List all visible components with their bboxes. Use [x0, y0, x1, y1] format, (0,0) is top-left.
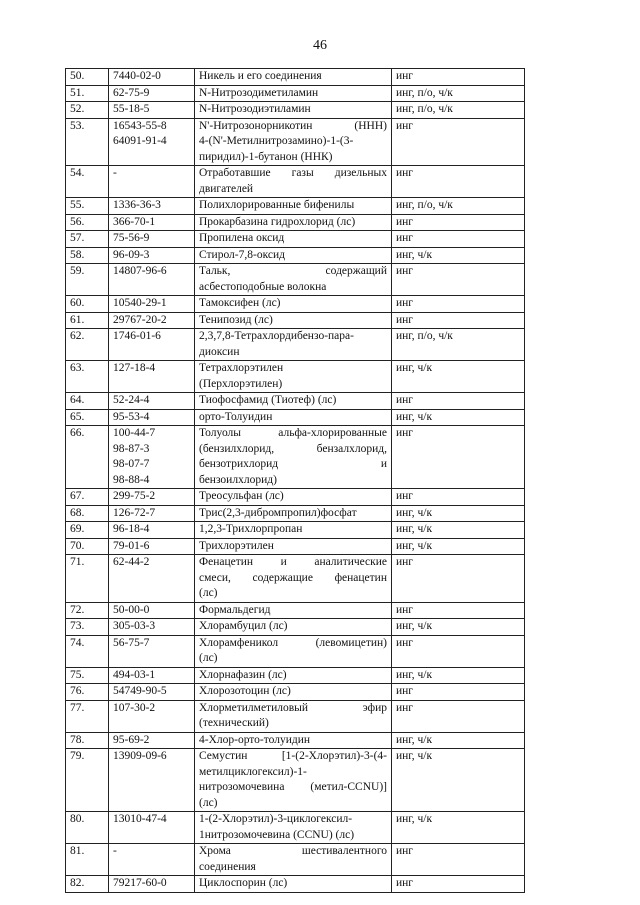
cas-number-cell — [109, 409, 195, 426]
cas-number-cell — [109, 214, 195, 231]
substance-name-line: Отработавшие газы дизельных — [199, 167, 387, 179]
substance-name-line: N-Нитрозодиметиламин — [199, 86, 319, 99]
row-number: 66. — [66, 426, 109, 489]
cas-number: 16543-55-8 — [113, 119, 167, 132]
cas-number-cell — [109, 844, 195, 876]
cas-number: 494-03-1 — [113, 668, 156, 681]
cas-number: - — [113, 167, 117, 179]
table-row — [66, 231, 525, 248]
cas-number-cell — [109, 329, 195, 361]
cas-number: 98-88-4 — [113, 473, 150, 486]
table-row — [66, 619, 525, 636]
exposure-route: инг, п/о, ч/к — [392, 102, 525, 119]
exposure-route: инг — [392, 166, 525, 198]
table-row — [66, 635, 525, 667]
table-row — [66, 844, 525, 876]
table-row — [66, 749, 525, 812]
exposure-route: инг — [392, 312, 525, 329]
table-row — [66, 361, 525, 393]
row-number: 71. — [66, 555, 109, 603]
cas-number: 29767-20-2 — [113, 313, 167, 326]
cas-number: 54749-90-5 — [113, 685, 167, 697]
substance-name-line: Циклоспорин (лс) — [199, 877, 288, 889]
cas-number: 10540-29-1 — [113, 297, 167, 309]
substance-name-line: Фенацетин и аналитические — [199, 556, 387, 568]
exposure-route: инг, ч/к — [392, 667, 525, 684]
cas-number-cell — [109, 619, 195, 636]
substance-name-line: Полихлорированные бифенилы — [199, 199, 355, 211]
substance-name-cell — [195, 69, 392, 86]
exposure-route: инг, ч/к — [392, 505, 525, 522]
table-row — [66, 812, 525, 844]
cas-number: 366-70-1 — [113, 215, 156, 228]
cas-number-cell — [109, 231, 195, 248]
table-row — [66, 247, 525, 264]
row-number: 79. — [66, 749, 109, 812]
cas-number-cell — [109, 102, 195, 119]
substance-name-line: бензоилхлорид) — [199, 473, 277, 486]
table-row — [66, 876, 525, 893]
table-row — [66, 264, 525, 296]
exposure-route: инг — [392, 700, 525, 732]
cas-number-cell — [109, 505, 195, 522]
cas-number: 7440-02-0 — [113, 70, 161, 82]
substance-name-line: Тамоксифен (лс) — [199, 297, 281, 309]
cas-number: 50-00-0 — [113, 603, 150, 616]
cas-number-cell — [109, 361, 195, 393]
cas-number-cell — [109, 732, 195, 749]
exposure-route: инг — [392, 555, 525, 603]
substance-name-line: Тетрахлорэтилен — [199, 362, 284, 374]
cas-number-cell — [109, 812, 195, 844]
cas-number: 64091-91-4 — [113, 135, 167, 147]
cas-number: 98-87-3 — [113, 442, 150, 455]
exposure-route: инг, ч/к — [392, 812, 525, 844]
exposure-route: инг — [392, 844, 525, 876]
substance-name-line: Трихлорэтилен — [199, 539, 274, 552]
substance-name-cell — [195, 296, 392, 313]
row-number: 69. — [66, 522, 109, 539]
table-row — [66, 102, 525, 119]
substance-name-cell — [195, 102, 392, 119]
table-row — [66, 166, 525, 198]
substance-name-line: (технический) — [199, 717, 269, 729]
substance-name-line: 4-(N'-Метилнитрозамино)-1-(3- — [199, 135, 354, 147]
cas-number-cell — [109, 602, 195, 619]
cas-number: 107-30-2 — [113, 701, 156, 714]
table-row — [66, 393, 525, 410]
exposure-route: инг, ч/к — [392, 538, 525, 555]
substance-name-line: нитрозомочевина (метил-CCNU)] — [199, 781, 387, 793]
table-row — [66, 118, 525, 166]
table-row — [66, 522, 525, 539]
row-number: 73. — [66, 619, 109, 636]
table-row — [66, 312, 525, 329]
row-number: 53. — [66, 118, 109, 166]
cas-number: 96-18-4 — [113, 523, 150, 535]
substance-name-line: Тенипозид (лс) — [199, 313, 273, 326]
substance-name-cell — [195, 214, 392, 231]
substance-name-line: Толуолы альфа-хлорированные — [199, 427, 387, 439]
substance-name-cell — [195, 409, 392, 426]
cas-number-cell — [109, 635, 195, 667]
substance-name-line: Хрома шестивалентного — [199, 845, 387, 857]
exposure-route: инг — [392, 635, 525, 667]
row-number: 80. — [66, 812, 109, 844]
substance-name-line: асбестоподобные волокна — [199, 280, 327, 293]
row-number: 67. — [66, 489, 109, 506]
cas-number-cell — [109, 522, 195, 539]
table-row — [66, 329, 525, 361]
substance-name-cell — [195, 118, 392, 166]
row-number: 55. — [66, 198, 109, 215]
cas-number: 52-24-4 — [113, 394, 150, 406]
exposure-route: инг, п/о, ч/к — [392, 329, 525, 361]
row-number: 82. — [66, 876, 109, 893]
substance-name-line: смеси, содержащие фенацетин — [199, 571, 387, 584]
substance-name-cell — [195, 538, 392, 555]
substance-name-cell — [195, 732, 392, 749]
substance-name-cell — [195, 522, 392, 539]
exposure-route: инг, ч/к — [392, 361, 525, 393]
exposure-route: инг — [392, 684, 525, 701]
cas-number: 305-03-3 — [113, 620, 156, 632]
row-number: 75. — [66, 667, 109, 684]
row-number: 56. — [66, 214, 109, 231]
substance-name-line: Тиофосфамид (Тиотеф) (лс) — [199, 394, 337, 406]
substance-name-cell — [195, 198, 392, 215]
substance-name-cell — [195, 635, 392, 667]
substance-name-line: Хлорметилметиловый эфир — [199, 701, 387, 714]
cas-number: 299-75-2 — [113, 490, 156, 502]
cas-number-cell — [109, 489, 195, 506]
cas-number-cell — [109, 555, 195, 603]
row-number: 70. — [66, 538, 109, 555]
row-number: 50. — [66, 69, 109, 86]
substance-name-line: Семустин [1-(2-Хлорэтил)-3-(4- — [199, 750, 387, 762]
substance-name-cell — [195, 667, 392, 684]
substance-name-line: (бензилхлорид, бензалхлорид, — [199, 442, 387, 455]
row-number: 62. — [66, 329, 109, 361]
table-row — [66, 602, 525, 619]
exposure-route: инг, ч/к — [392, 749, 525, 812]
substance-name-cell — [195, 844, 392, 876]
substance-name-line: 4-Хлор-орто-толуидин — [199, 733, 311, 746]
cas-number-cell — [109, 426, 195, 489]
exposure-route: инг — [392, 876, 525, 893]
cas-number-cell — [109, 312, 195, 329]
row-number: 74. — [66, 635, 109, 667]
row-number: 57. — [66, 231, 109, 248]
table-row — [66, 667, 525, 684]
substance-name-line: (лс) — [199, 796, 218, 809]
cas-number-cell — [109, 69, 195, 86]
cas-number-cell — [109, 296, 195, 313]
substance-name-line: Пропилена оксид — [199, 232, 285, 244]
cas-number: 13010-47-4 — [113, 813, 167, 825]
substance-name-cell — [195, 489, 392, 506]
exposure-route: инг — [392, 602, 525, 619]
exposure-route: инг — [392, 69, 525, 86]
substance-name-line: Хлорозотоцин (лс) — [199, 685, 291, 697]
cas-number: 100-44-7 — [113, 427, 156, 439]
substance-name-cell — [195, 684, 392, 701]
substance-name-line: 2,3,7,8-Тетрахлордибензо-пара- — [199, 330, 354, 342]
row-number: 68. — [66, 505, 109, 522]
exposure-route: инг, п/о, ч/к — [392, 85, 525, 102]
substance-name-cell — [195, 555, 392, 603]
substance-name-line: Трис(2,3-дибромпропил)фосфат — [199, 506, 357, 519]
cas-number-cell — [109, 247, 195, 264]
substances-table — [65, 68, 525, 893]
substance-name-cell — [195, 85, 392, 102]
exposure-route: инг — [392, 296, 525, 313]
table-row — [66, 538, 525, 555]
table-row — [66, 489, 525, 506]
cas-number-cell — [109, 118, 195, 166]
row-number: 61. — [66, 312, 109, 329]
table-row — [66, 426, 525, 489]
substance-name-line: 1нитрозомочевина (CCNU) (лс) — [199, 828, 355, 841]
substance-name-line: Хлорамфеникол (левомицетин) — [199, 636, 387, 649]
cas-number: 14807-96-6 — [113, 265, 167, 277]
substance-name-cell — [195, 749, 392, 812]
page-number: 46 — [313, 38, 327, 53]
row-number: 65. — [66, 409, 109, 426]
substance-name-cell — [195, 876, 392, 893]
table-row — [66, 214, 525, 231]
cas-number-cell — [109, 749, 195, 812]
cas-number: 55-18-5 — [113, 103, 150, 115]
substance-name-line: N-Нитрозодиэтиламин — [199, 103, 311, 115]
substance-name-cell — [195, 312, 392, 329]
cas-number-cell — [109, 876, 195, 893]
substance-name-line: диоксин — [199, 345, 240, 358]
substance-name-cell — [195, 393, 392, 410]
substance-name-line: орто-Толуидин — [199, 410, 273, 423]
cas-number: 79217-60-0 — [113, 877, 167, 889]
cas-number: 95-69-2 — [113, 733, 150, 746]
exposure-route: инг, ч/к — [392, 522, 525, 539]
cas-number: 75-56-9 — [113, 232, 150, 244]
exposure-route: инг — [392, 231, 525, 248]
substance-name-line: 1-(2-Хлорэтил)-3-циклогексил- — [199, 813, 353, 825]
cas-number: 62-75-9 — [113, 86, 150, 99]
substance-name-cell — [195, 505, 392, 522]
row-number: 63. — [66, 361, 109, 393]
table-row — [66, 732, 525, 749]
substance-name-line: (лс) — [199, 587, 218, 599]
substance-name-cell — [195, 619, 392, 636]
row-number: 77. — [66, 700, 109, 732]
substance-name-line: (Перхлорэтилен) — [199, 377, 283, 390]
cas-number: 96-09-3 — [113, 248, 150, 261]
substance-name-line: Треосульфан (лс) — [199, 490, 284, 502]
row-number: 60. — [66, 296, 109, 313]
cas-number-cell — [109, 85, 195, 102]
cas-number-cell — [109, 166, 195, 198]
substance-name-cell — [195, 361, 392, 393]
row-number: 64. — [66, 393, 109, 410]
substance-name-cell — [195, 231, 392, 248]
substance-name-cell — [195, 700, 392, 732]
cas-number-cell — [109, 393, 195, 410]
substance-name-cell — [195, 812, 392, 844]
cas-number: 62-44-2 — [113, 556, 150, 568]
table-row — [66, 684, 525, 701]
row-number: 51. — [66, 85, 109, 102]
substance-name-line: соединения — [199, 860, 256, 873]
substance-name-line: N'-Нитрозонорникотин (ННН) — [199, 119, 387, 132]
substance-name-cell — [195, 602, 392, 619]
substance-name-cell — [195, 426, 392, 489]
exposure-route: инг, ч/к — [392, 409, 525, 426]
substance-name-line: Прокарбазина гидрохлорид (лс) — [199, 215, 356, 228]
table-row — [66, 555, 525, 603]
exposure-route: инг — [392, 393, 525, 410]
substance-name-line: метилциклогексил)-1- — [199, 765, 307, 778]
substance-name-cell — [195, 264, 392, 296]
cas-number-cell — [109, 538, 195, 555]
substance-name-line: 1,2,3-Трихлорпропан — [199, 523, 303, 535]
exposure-route: инг, ч/к — [392, 732, 525, 749]
row-number: 52. — [66, 102, 109, 119]
substance-name-cell — [195, 329, 392, 361]
table-row — [66, 198, 525, 215]
substance-name-line: Стирол-7,8-оксид — [199, 248, 285, 261]
substance-name-line: Хлорнафазин (лс) — [199, 668, 287, 681]
cas-number-cell — [109, 667, 195, 684]
cas-number: 13909-09-6 — [113, 750, 167, 762]
substance-name-line: пиридил)-1-бутанон (ННК) — [199, 150, 333, 163]
table-row — [66, 85, 525, 102]
cas-number-cell — [109, 700, 195, 732]
table-row — [66, 409, 525, 426]
substance-name-cell — [195, 166, 392, 198]
substance-name-line: (лс) — [199, 652, 218, 664]
exposure-route: инг, ч/к — [392, 619, 525, 636]
table-row — [66, 69, 525, 86]
cas-number: 95-53-4 — [113, 410, 150, 423]
row-number: 78. — [66, 732, 109, 749]
cas-number: 98-07-7 — [113, 458, 150, 470]
cas-number-cell — [109, 198, 195, 215]
cas-number: 79-01-6 — [113, 539, 150, 552]
substance-name-line: Тальк, содержащий — [199, 265, 387, 277]
cas-number: 56-75-7 — [113, 636, 150, 649]
exposure-route: инг — [392, 214, 525, 231]
exposure-route: инг, ч/к — [392, 247, 525, 264]
row-number: 59. — [66, 264, 109, 296]
substance-name-line: Хлорамбуцил (лс) — [199, 620, 288, 632]
cas-number-cell — [109, 264, 195, 296]
substance-name-cell — [195, 247, 392, 264]
cas-number: 1746-01-6 — [113, 330, 161, 342]
table-body — [66, 69, 525, 893]
exposure-route: инг, п/о, ч/к — [392, 198, 525, 215]
cas-number: 127-18-4 — [113, 362, 156, 374]
substance-name-line: двигателей — [199, 182, 254, 195]
exposure-route: инг — [392, 118, 525, 166]
exposure-route: инг — [392, 489, 525, 506]
substance-name-line: Никель и его соединения — [199, 70, 322, 82]
table-row — [66, 700, 525, 732]
cas-number-cell — [109, 684, 195, 701]
cas-number: 126-72-7 — [113, 506, 156, 519]
row-number: 76. — [66, 684, 109, 701]
cas-number: - — [113, 845, 117, 857]
exposure-route: инг — [392, 426, 525, 489]
substance-name-line: бензотрихлорид и — [199, 458, 387, 470]
table-row — [66, 505, 525, 522]
row-number: 72. — [66, 602, 109, 619]
cas-number: 1336-36-3 — [113, 199, 161, 211]
table-row — [66, 296, 525, 313]
exposure-route: инг — [392, 264, 525, 296]
row-number: 54. — [66, 166, 109, 198]
substance-name-line: Формальдегид — [199, 603, 271, 616]
row-number: 58. — [66, 247, 109, 264]
row-number: 81. — [66, 844, 109, 876]
